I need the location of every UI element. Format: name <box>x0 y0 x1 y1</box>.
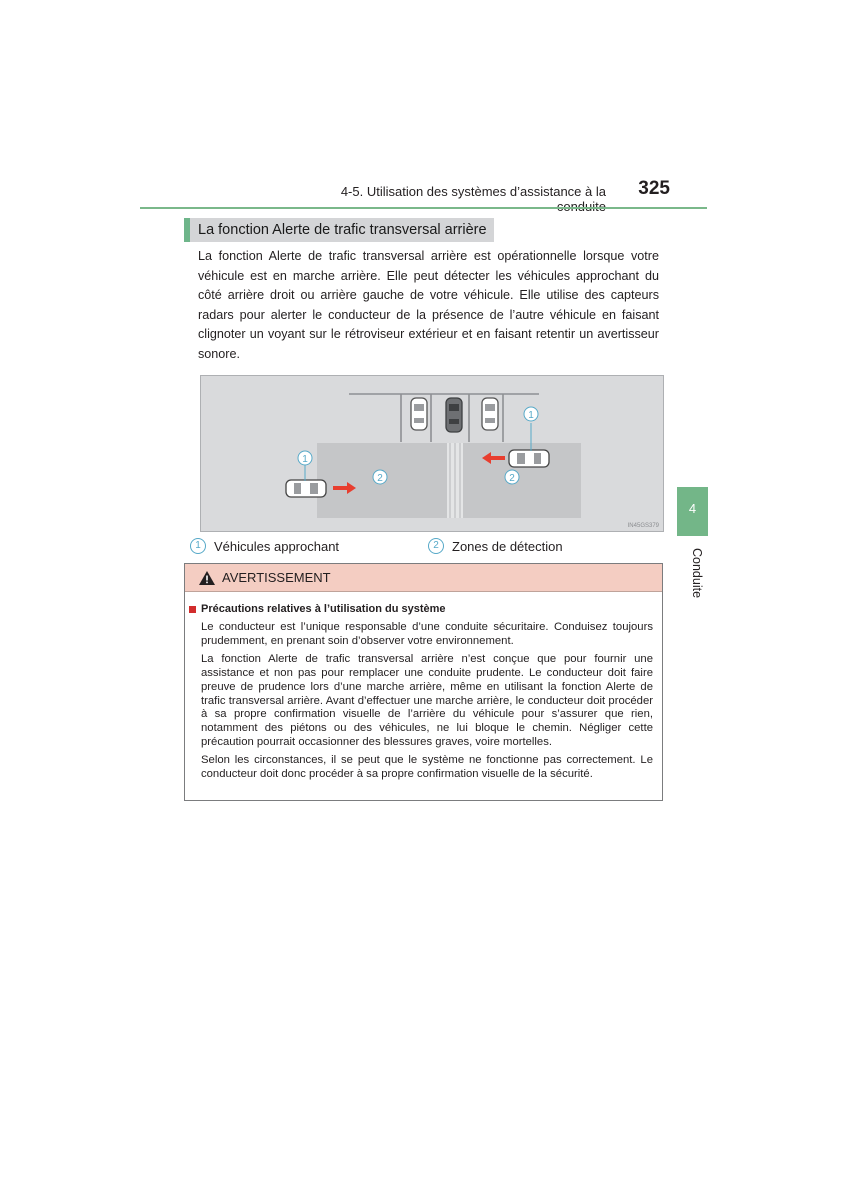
warning-paragraph-1: Le conducteur est l’unique responsable d’une conduite sécuritaire. Conduisez toujours prudemment, en prenant soin d’observer votre environnement. <box>201 621 653 647</box>
header-rule <box>140 207 707 209</box>
warning-box <box>184 563 663 801</box>
page-number: 325 <box>638 178 670 199</box>
callout-2-left <box>373 470 387 484</box>
warning-title: AVERTISSEMENT <box>222 570 331 585</box>
callout-2-right-label: 2 <box>509 473 515 484</box>
legend-label-2: Zones de détection <box>452 538 563 554</box>
approaching-vehicle-left <box>286 480 326 497</box>
lane-stripes <box>447 443 463 518</box>
warning-triangle-icon <box>198 570 216 586</box>
parked-car-1 <box>411 398 427 430</box>
approaching-vehicle-right <box>509 450 549 467</box>
bullet-square-icon <box>189 606 196 613</box>
warning-paragraph-2: La fonction Alerte de trafic transversal arrière n’est conçue que pour fournir une assistance et non pas pour remplacer une conduite prudente. Le conducteur doit faire preuve de prudence lors d’une marche arrière, même en utilisant la fonction Alerte de trafic transversal arrière. Avant d’effectuer une marche arrière, le conducteur doit procéder à sa propre confirmation visuelle de l’arrière du véhicule pour s’assurer que rien, notamment des piétons ou des véhicules, ne lui bloque le chemin. Négliger cette précaution pourrait occasionner des blessures graves, voire mortelles. <box>201 652 653 749</box>
figure-code: IN45GS379 <box>627 523 659 529</box>
callout-1-left-label: 1 <box>302 454 308 465</box>
callout-2-left-label: 2 <box>377 473 383 484</box>
warning-body <box>201 621 653 786</box>
parking-diagram-illustration <box>201 376 663 531</box>
warning-subtitle: Précautions relatives à l’utilisation du système <box>201 603 446 615</box>
parked-car-2 <box>482 398 498 430</box>
section-heading: La fonction Alerte de trafic transversal arrière <box>184 218 494 242</box>
legend-number-2: 2 <box>428 538 444 554</box>
warning-header <box>185 564 662 592</box>
warning-subtitle-row <box>189 603 446 615</box>
legend-item-2 <box>428 538 563 554</box>
parking-diagram <box>200 375 664 532</box>
legend-label-1: Véhicules approchant <box>214 538 340 554</box>
callout-1-right <box>524 407 538 421</box>
chapter-label: Conduite <box>690 548 704 599</box>
chapter-tab[interactable]: 4 <box>677 487 708 536</box>
callout-1-left <box>298 451 312 465</box>
page-header-title: 4-5. Utilisation des systèmes d’assistance à la <box>340 184 606 199</box>
legend-number-1: 1 <box>190 538 206 554</box>
warning-paragraph-3: Selon les circonstances, il se peut que le système ne fonctionne pas correctement. Le conducteur doit donc procéder à sa propre confirmation visuelle de la sécurité. <box>201 754 653 781</box>
parking-lines <box>349 394 539 442</box>
callout-1-right-label: 1 <box>528 410 534 421</box>
callout-2-right <box>505 470 519 484</box>
intro-paragraph: La fonction Alerte de trafic transversal arrière est opérationnelle lorsque votre véhicule est en marche arrière. Elle peut détecter les véhicules approchant du côté arrière droit ou arrière gauche de votre véhicule. Elle utilise des capteurs radars pour alerter le conducteur de la présence de l’autre véhicule en faisant clignoter un voyant sur le rétroviseur extérieur et en faisant retentir un avertisseur sonore. <box>198 249 659 361</box>
reversing-car <box>446 398 462 432</box>
legend-item-1 <box>190 538 339 554</box>
